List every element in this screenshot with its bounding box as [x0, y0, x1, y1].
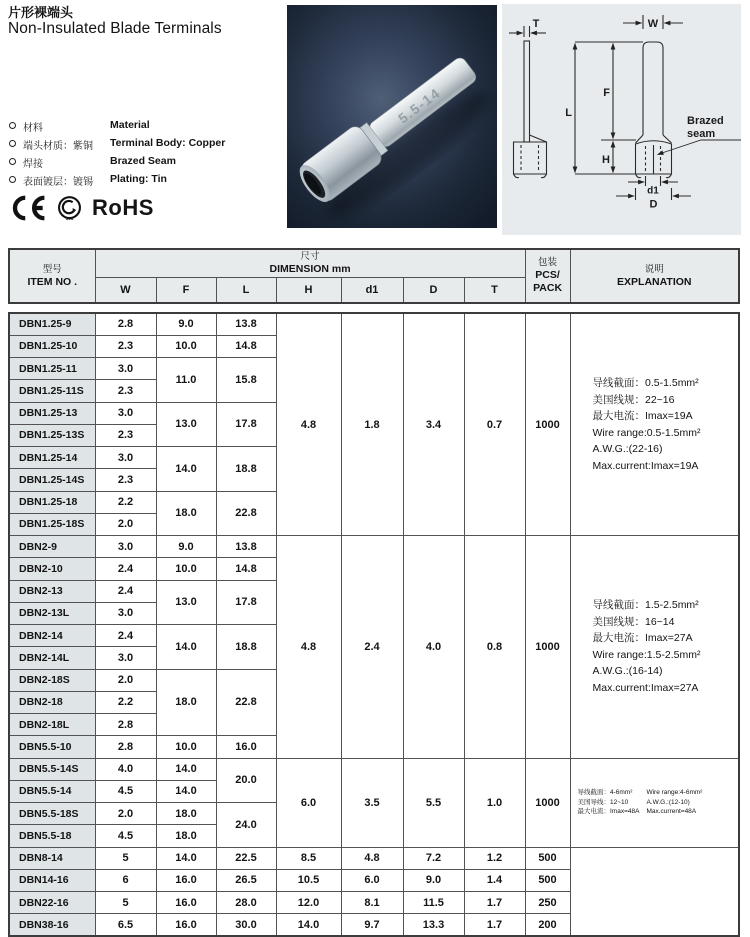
explanation-line: 美国线规：22~16	[592, 393, 675, 406]
pack-cell: 1000	[525, 313, 570, 536]
t-cell: 1.7	[464, 892, 525, 914]
bullet-icon	[9, 122, 16, 129]
t-cell: 0.7	[464, 313, 525, 536]
d1-cell: 6.0	[341, 869, 403, 891]
item-cell: DBN2-9	[9, 536, 95, 558]
certification-badge-icon	[56, 195, 83, 222]
dim-label-d: D	[649, 198, 658, 211]
material-label-zh: 端头材质：紫铜	[23, 141, 93, 152]
explanation-line: Wire range:4-6mm²	[646, 789, 703, 797]
table-row	[9, 847, 739, 869]
l-cell: 28.0	[216, 892, 276, 914]
header-expl-en: EXPLANATION	[617, 275, 692, 288]
f-cell: 18.0	[156, 669, 216, 736]
material-label-en: Material	[110, 119, 150, 131]
blade-front-view	[643, 42, 663, 135]
w-cell: 3.0	[95, 358, 156, 380]
w-cell: 2.4	[95, 625, 156, 647]
l-cell: 18.8	[216, 625, 276, 670]
w-cell: 2.8	[95, 313, 156, 335]
l-cell: 17.8	[216, 580, 276, 625]
item-cell: DBN1.25-18	[9, 491, 95, 513]
f-cell: 16.0	[156, 914, 216, 936]
t-cell: 0.8	[464, 536, 525, 759]
material-label-zh: 焊接	[23, 159, 43, 170]
table-row	[9, 536, 739, 558]
d1-cell: 2.4	[341, 536, 403, 759]
w-cell: 2.2	[95, 491, 156, 513]
brazed-seam-label-2: seam	[687, 128, 716, 140]
pack-cell: 500	[525, 869, 570, 891]
dim-label-d1: d1	[647, 185, 659, 197]
t-cell: 1.4	[464, 869, 525, 891]
explanation-cell	[570, 536, 739, 759]
h-cell: 10.5	[276, 869, 341, 891]
l-cell: 15.8	[216, 358, 276, 403]
explanation-cell	[570, 313, 739, 536]
w-cell: 2.3	[95, 380, 156, 402]
header-col-l: L	[216, 277, 276, 303]
w-cell: 5	[95, 892, 156, 914]
header-col-t: T	[464, 277, 525, 303]
item-cell: DBN2-18S	[9, 669, 95, 691]
header-item-zh: 型号	[42, 263, 62, 275]
f-cell: 10.0	[156, 736, 216, 758]
d1-cell: 9.7	[341, 914, 403, 936]
w-cell: 2.0	[95, 803, 156, 825]
header-pack-en2: PACK	[533, 282, 563, 294]
f-cell: 18.0	[156, 491, 216, 536]
item-cell: DBN38-16	[9, 914, 95, 936]
w-cell: 2.3	[95, 335, 156, 357]
table-row	[9, 758, 739, 780]
d-cell: 13.3	[403, 914, 464, 936]
pack-cell: 1000	[525, 758, 570, 847]
item-cell: DBN1.25-9	[9, 313, 95, 335]
explanation-line: 美国线规：16~14	[592, 615, 675, 628]
w-cell: 6	[95, 869, 156, 891]
item-cell: DBN2-18	[9, 691, 95, 713]
item-cell: DBN2-10	[9, 558, 95, 580]
f-cell: 9.0	[156, 536, 216, 558]
header-dimension	[95, 249, 525, 277]
l-cell: 17.8	[216, 402, 276, 447]
explanation-empty-cell	[570, 847, 739, 936]
item-cell: DBN5.5-14S	[9, 758, 95, 780]
f-cell: 16.0	[156, 892, 216, 914]
dim-label-f: F	[603, 87, 610, 99]
w-cell: 6.5	[95, 914, 156, 936]
explanation-line: Max.current:Imax=27A	[592, 681, 699, 694]
f-cell: 14.0	[156, 625, 216, 670]
d1-cell: 3.5	[341, 758, 403, 847]
svg-text:361: 361	[65, 215, 74, 221]
explanation-line: A.W.G.:(22-16)	[592, 443, 663, 455]
f-cell: 13.0	[156, 580, 216, 625]
w-cell: 2.8	[95, 714, 156, 736]
explanation-line: 导线截面：1.5-2.5mm²	[592, 599, 699, 612]
d-cell: 3.4	[403, 313, 464, 536]
item-cell: DBN2-14	[9, 625, 95, 647]
f-cell: 14.0	[156, 758, 216, 780]
w-cell: 2.3	[95, 424, 156, 446]
l-cell: 16.0	[216, 736, 276, 758]
explanation-line: 最大电流：Imax=27A	[592, 632, 693, 645]
bullet-icon	[9, 176, 16, 183]
d-cell: 5.5	[403, 758, 464, 847]
item-cell: DBN2-14L	[9, 647, 95, 669]
h-cell: 8.5	[276, 847, 341, 869]
bullet-icon	[9, 140, 16, 147]
item-cell: DBN5.5-10	[9, 736, 95, 758]
w-cell: 2.8	[95, 736, 156, 758]
item-cell: DBN1.25-18S	[9, 513, 95, 535]
t-cell: 1.2	[464, 847, 525, 869]
w-cell: 3.0	[95, 536, 156, 558]
d-cell: 7.2	[403, 847, 464, 869]
material-label-en: Brazed Seam	[110, 155, 176, 167]
explanation-cell	[570, 758, 739, 847]
h-cell: 6.0	[276, 758, 341, 847]
w-cell: 3.0	[95, 447, 156, 469]
material-label-en: Terminal Body: Copper	[110, 137, 226, 149]
item-cell: DBN1.25-13	[9, 402, 95, 424]
h-cell: 4.8	[276, 313, 341, 536]
l-cell: 13.8	[216, 313, 276, 335]
table-header	[8, 248, 740, 304]
product-photo	[287, 5, 497, 228]
pack-cell: 1000	[525, 536, 570, 759]
explanation-line: A.W.G.:(12-10)	[646, 798, 690, 806]
item-cell: DBN1.25-11S	[9, 380, 95, 402]
item-cell: DBN8-14	[9, 847, 95, 869]
header-col-d: D	[403, 277, 464, 303]
explanation-line: 最大电流：Imax=19A	[592, 410, 693, 422]
material-label-zh: 材料	[23, 123, 43, 134]
material-row	[8, 173, 225, 186]
header-item-en: ITEM NO .	[27, 275, 78, 288]
w-cell: 2.0	[95, 513, 156, 535]
w-cell: 4.5	[95, 780, 156, 802]
w-cell: 2.0	[95, 669, 156, 691]
item-cell: DBN1.25-11	[9, 358, 95, 380]
header-table	[8, 248, 740, 304]
w-cell: 4.5	[95, 825, 156, 847]
w-cell: 2.2	[95, 691, 156, 713]
explanation-line: 最大电流：Imax=48A	[577, 808, 640, 816]
item-cell: DBN22-16	[9, 892, 95, 914]
page-title	[8, 5, 222, 38]
l-cell: 26.5	[216, 869, 276, 891]
item-cell: DBN2-13L	[9, 602, 95, 624]
explanation-line: 美国导线：12~10	[577, 798, 629, 806]
material-row	[8, 155, 225, 168]
f-cell: 14.0	[156, 780, 216, 802]
bullet-icon	[9, 158, 16, 165]
data-table	[8, 312, 740, 937]
h-cell: 14.0	[276, 914, 341, 936]
dimension-diagram-svg	[502, 4, 741, 235]
rohs-label: RoHS	[92, 195, 154, 220]
material-row	[8, 137, 225, 150]
header-dim-en: DIMENSION mm	[269, 262, 351, 275]
stamp-text: 5.5-14	[395, 84, 444, 127]
d1-cell: 1.8	[341, 313, 403, 536]
item-cell: DBN1.25-14S	[9, 469, 95, 491]
explanation-line: Wire range:1.5-2.5mm²	[592, 648, 701, 661]
explanation-line: Max.current:Imax=19A	[592, 459, 699, 472]
item-cell: DBN1.25-14	[9, 447, 95, 469]
explanation-line: 导线截面：4-6mm²	[577, 789, 633, 797]
l-cell: 20.0	[216, 758, 276, 803]
brazed-seam-label-1: Brazed	[687, 115, 724, 127]
w-cell: 3.0	[95, 402, 156, 424]
page-title-en: Non-Insulated Blade Terminals	[8, 20, 222, 37]
header-col-w: W	[95, 277, 156, 303]
t-cell: 1.7	[464, 914, 525, 936]
f-cell: 16.0	[156, 869, 216, 891]
d-cell: 11.5	[403, 892, 464, 914]
l-cell: 13.8	[216, 536, 276, 558]
blade-side-view	[524, 41, 530, 142]
f-cell: 18.0	[156, 803, 216, 825]
f-cell: 9.0	[156, 313, 216, 335]
f-cell: 18.0	[156, 825, 216, 847]
material-label-en: Plating: Tin	[110, 173, 167, 185]
item-cell: DBN5.5-18	[9, 825, 95, 847]
item-cell: DBN5.5-18S	[9, 803, 95, 825]
f-cell: 14.0	[156, 447, 216, 492]
explanation-line: A.W.G.:(16-14)	[592, 665, 663, 678]
header-expl-zh: 说明	[644, 263, 664, 275]
header-pack	[525, 249, 570, 303]
l-cell: 22.8	[216, 669, 276, 736]
header-col-f: F	[156, 277, 216, 303]
l-cell: 22.8	[216, 491, 276, 536]
header-dim-zh: 尺寸	[300, 250, 320, 262]
l-cell: 14.8	[216, 558, 276, 580]
explanation-line: 导线截面：0.5-1.5mm²	[592, 377, 699, 389]
l-cell: 22.5	[216, 847, 276, 869]
header-col-d1: d1	[341, 277, 403, 303]
item-cell: DBN2-18L	[9, 714, 95, 736]
material-label-zh: 表面镀层：镀锡	[23, 177, 93, 188]
h-cell: 4.8	[276, 536, 341, 759]
header-pack-zh: 包装	[538, 257, 558, 268]
dimension-diagram	[502, 4, 741, 235]
explanation-line: Max.current=48A	[646, 808, 697, 816]
w-cell: 5	[95, 847, 156, 869]
w-cell: 3.0	[95, 647, 156, 669]
item-cell: DBN1.25-13S	[9, 424, 95, 446]
pack-cell: 500	[525, 847, 570, 869]
header-item-no	[9, 249, 95, 303]
header-pack-en1: PCS/	[535, 269, 560, 281]
d-cell: 4.0	[403, 536, 464, 759]
item-cell: DBN14-16	[9, 869, 95, 891]
table-body	[8, 312, 740, 937]
w-cell: 2.3	[95, 469, 156, 491]
f-cell: 13.0	[156, 402, 216, 447]
pack-cell: 200	[525, 914, 570, 936]
certification-row	[7, 190, 154, 226]
t-cell: 1.0	[464, 758, 525, 847]
item-cell: DBN1.25-10	[9, 335, 95, 357]
dim-label-w: W	[647, 18, 659, 30]
explanation-line: Wire range:0.5-1.5mm²	[592, 426, 701, 439]
item-cell: DBN5.5-14	[9, 780, 95, 802]
f-cell: 11.0	[156, 358, 216, 403]
l-cell: 30.0	[216, 914, 276, 936]
h-cell: 12.0	[276, 892, 341, 914]
l-cell: 24.0	[216, 803, 276, 848]
material-list	[8, 119, 225, 191]
pack-cell: 250	[525, 892, 570, 914]
ce-mark-icon	[7, 194, 47, 222]
d-cell: 9.0	[403, 869, 464, 891]
w-cell: 3.0	[95, 602, 156, 624]
w-cell: 2.4	[95, 558, 156, 580]
dim-label-h: H	[602, 154, 610, 166]
dim-label-t: T	[532, 18, 540, 30]
header-col-h: H	[276, 277, 341, 303]
l-cell: 14.8	[216, 335, 276, 357]
d1-cell: 4.8	[341, 847, 403, 869]
blade-terminal-photo	[287, 5, 497, 228]
l-cell: 18.8	[216, 447, 276, 492]
page-title-zh: 片形裸端头	[8, 5, 74, 20]
w-cell: 4.0	[95, 758, 156, 780]
header-explanation	[570, 249, 739, 303]
f-cell: 14.0	[156, 847, 216, 869]
explanation-col-left	[578, 788, 640, 817]
f-cell: 10.0	[156, 335, 216, 357]
w-cell: 2.4	[95, 580, 156, 602]
explanation-col-right	[646, 788, 702, 817]
material-row	[8, 119, 225, 132]
item-cell: DBN2-13	[9, 580, 95, 602]
d1-cell: 8.1	[341, 892, 403, 914]
f-cell: 10.0	[156, 558, 216, 580]
table-row	[9, 313, 739, 335]
dim-label-l: L	[565, 107, 572, 119]
